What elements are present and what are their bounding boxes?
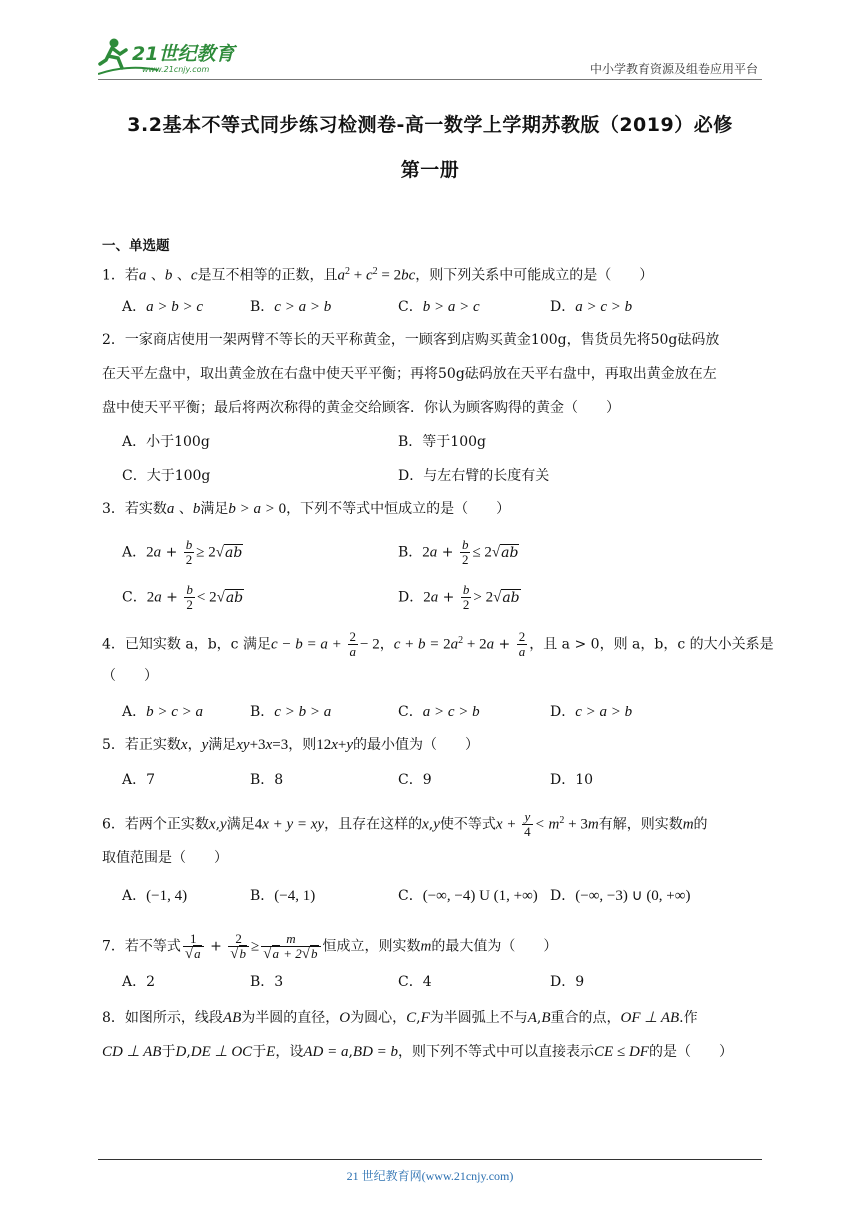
footer-text[interactable]: 21 世纪教育网(www.21cnjy.com) bbox=[346, 1169, 514, 1183]
question-5-option-c[interactable]: C．9 bbox=[398, 772, 432, 788]
svg-text:21世纪教育: 21世纪教育 bbox=[132, 43, 235, 65]
question-5-option-a[interactable]: A．7 bbox=[122, 772, 156, 788]
section-heading: 一、单选题 bbox=[102, 238, 170, 254]
question-2-line1: 2．一家商店使用一架两臂不等长的天平称黄金，一顾客到店购买黄金100g，售货员先将50g砝码放 bbox=[102, 332, 720, 348]
page-title-line2: 第一册 bbox=[400, 159, 460, 181]
page-header bbox=[98, 34, 762, 78]
question-4-option-c[interactable]: C．a > c > b bbox=[398, 704, 480, 720]
header-platform-text: 中小学教育资源及组卷应用平台 bbox=[589, 62, 758, 76]
question-2-option-c[interactable]: C．大于100g bbox=[122, 468, 211, 484]
question-6-option-d[interactable]: D．(−∞, −3) ∪ (0, +∞) bbox=[550, 888, 691, 904]
question-7-option-c[interactable]: C．4 bbox=[398, 974, 432, 990]
question-7-option-d[interactable]: D．9 bbox=[550, 974, 585, 990]
question-4-option-d[interactable]: D．c > a > b bbox=[550, 704, 633, 720]
question-3-option-c[interactable]: C．2a + $\frac{b}{2}$ < 2√ab bbox=[122, 582, 244, 612]
question-1-option-c[interactable]: C．b > a > c bbox=[398, 299, 480, 315]
question-4-stem: 4．已知实数 a，b，c 满足c − b = a + $\frac{2}{a}$ − 2，$c + b = 2a^2 + 2a$ + $\frac{2}{a}$ ，且 a > 0，则 a，b，c 的大小关系是 bbox=[102, 629, 774, 659]
question-2-line3: 盘中使天平平衡；最后将两次称得的黄金交给顾客．你认为顾客购得的黄金（ ） bbox=[102, 400, 620, 416]
footer-divider bbox=[98, 1159, 762, 1160]
question-8-line2: CD ⊥ AB于D,DE ⊥ OC于E，设AD = a,BD = b，则下列不等式中可以直接表示CE ≤ DF的是（ ） bbox=[102, 1044, 733, 1060]
header-divider bbox=[98, 79, 762, 80]
svg-text:www.21cnjy.com: www.21cnjy.com bbox=[142, 65, 210, 74]
question-4-line2: （ ） bbox=[102, 668, 158, 684]
question-1-option-a[interactable]: A．a > b > c bbox=[122, 299, 204, 315]
question-2-option-b[interactable]: B．等于100g bbox=[398, 434, 486, 450]
question-3-stem: 3．若实数a 、b满足b > a > 0，下列不等式中恒成立的是（ ） bbox=[102, 501, 511, 517]
question-5-option-b[interactable]: B．8 bbox=[250, 772, 284, 788]
logo bbox=[98, 34, 268, 78]
question-7-option-a[interactable]: A．2 bbox=[122, 974, 156, 990]
question-1-option-d[interactable]: D．a > c > b bbox=[550, 299, 633, 315]
question-2-line2: 在天平左盘中，取出黄金放在右盘中使天平平衡；再将50g砝码放在天平右盘中，再取出黄金放在左 bbox=[102, 366, 717, 382]
question-5-stem: 5．若正实数x，y满足xy+3x=3，则12x+y的最小值为（ ） bbox=[102, 737, 480, 753]
question-2-option-a[interactable]: A．小于100g bbox=[122, 434, 210, 450]
question-1-stem: 1．若a 、b 、c是互不相等的正数，且$a^2 + c^2 = 2bc$，则下列关系中可能成立的是（ ） bbox=[102, 266, 654, 284]
question-5-option-d[interactable]: D．10 bbox=[550, 772, 594, 788]
question-8-line1: 8．如图所示，线段AB为半圆的直径，O为圆心，C,F为半圆弧上不与A,B重合的点，OF ⊥ AB.作 bbox=[102, 1010, 698, 1026]
question-4-option-b[interactable]: B．c > b > a bbox=[250, 704, 332, 720]
question-7-option-b[interactable]: B．3 bbox=[250, 974, 284, 990]
question-2-option-d[interactable]: D．与左右臂的长度有关 bbox=[398, 468, 550, 484]
question-6-option-c[interactable]: C．(−∞, −4) U (1, +∞) bbox=[398, 888, 538, 904]
question-6-line2: 取值范围是（ ） bbox=[102, 850, 228, 866]
question-6-option-b[interactable]: B．(−4, 1) bbox=[250, 888, 316, 904]
question-3-option-b[interactable]: B．2a + $\frac{b}{2}$ ≤ 2√ab bbox=[398, 537, 519, 567]
question-6-stem: 6．若两个正实数x,y满足4x + y = xy，且存在这样的x,y使不等式x + $\frac{y}{4}$ < $m^2 + 3m$有解，则实数m的 bbox=[102, 809, 708, 839]
question-3-option-a[interactable]: A．2a + $\frac{b}{2}$ ≥ 2√ab bbox=[122, 537, 243, 567]
question-3-option-d[interactable]: D．2a + $\frac{b}{2}$ > 2√ab bbox=[398, 582, 520, 612]
page-title: 3.2基本不等式同步练习检测卷-高一数学上学期苏教版（2019）必修 bbox=[127, 114, 733, 136]
question-7-stem: 7．若不等式 $\frac{1}{√a}$ + $\frac{2}{√b}$ ≥ $\frac{m}{√a + 2√b}$ 恒成立，则实数m的最大值为（ ） bbox=[102, 931, 558, 962]
question-1-option-b[interactable]: B．c > a > b bbox=[250, 299, 332, 315]
question-6-option-a[interactable]: A．(−1, 4) bbox=[122, 888, 188, 904]
question-4-option-a[interactable]: A．b > c > a bbox=[122, 704, 204, 720]
